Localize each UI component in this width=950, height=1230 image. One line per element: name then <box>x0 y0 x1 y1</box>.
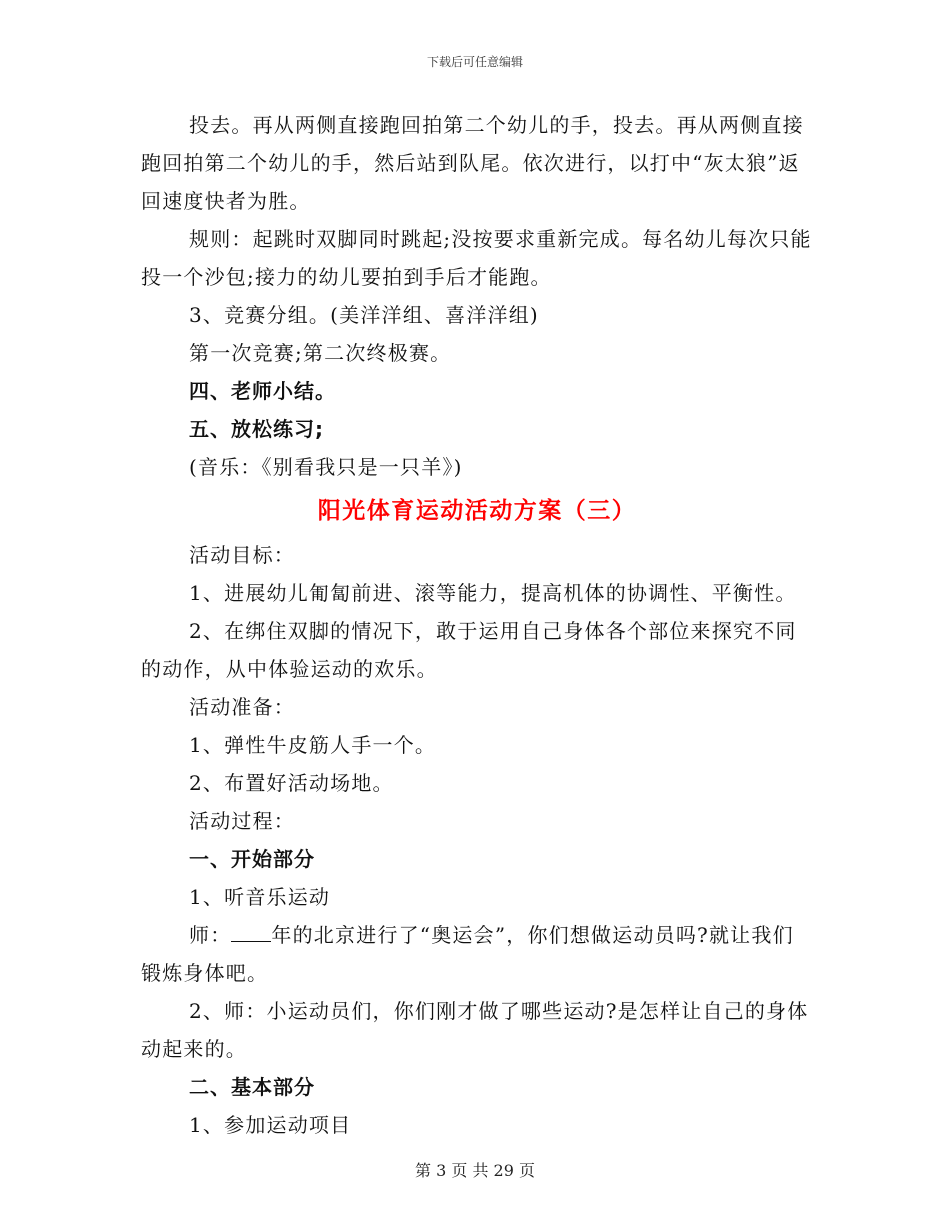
paragraph: 投去。再从两侧直接跑回拍第二个幼儿的手，投去。再从两侧直接跑回拍第二个幼儿的手，然后站到队尾。依次进行，以打中“灰太狼”返回速度快者为胜。 <box>141 113 804 213</box>
paragraph: 活动过程： <box>189 809 295 833</box>
paragraph: 2、在绑住双脚的情况下，敢于运用自己身体各个部位来探究不同的动作，从中体验运动的欢乐。 <box>141 619 797 681</box>
rules-paragraph: 规则：起跳时双脚同时跳起;没按要求重新完成。每名幼儿每次只能投一个沙包;接力的幼儿要拍到手后才能跑。 <box>141 227 812 289</box>
page-footer: 第 3 页 共 29 页 <box>415 1161 535 1180</box>
paragraph: 2、师：小运动员们，你们刚才做了哪些运动?是怎样让自己的身体动起来的。 <box>141 999 809 1061</box>
paragraph: 3、竞赛分组。(美洋洋组、喜洋洋组) <box>189 303 539 327</box>
page-header: 下载后可任意编辑 <box>426 55 523 69</box>
paragraph: 1、听音乐运动 <box>189 885 331 909</box>
paragraph: 1、弹性牛皮筋人手一个。 <box>189 733 437 757</box>
paragraph: 活动目标： <box>189 543 295 567</box>
paragraph: 1、参加运动项目 <box>189 1113 352 1137</box>
document-body <box>141 106 813 1144</box>
section-heading: 一、开始部分 <box>189 847 315 871</box>
paragraph: 第一次竞赛;第二次终极赛。 <box>189 341 452 365</box>
paragraph: 活动准备： <box>189 695 295 719</box>
section-heading: 四、老师小结。 <box>189 379 336 403</box>
fill-in-blank <box>231 925 271 942</box>
teacher-paragraph <box>141 916 813 992</box>
teacher-text: 年的北京进行了“奥运会”，你们想做运动员吗?就让我们锻炼身体吧。 <box>141 923 794 985</box>
teacher-prefix: 师： <box>189 923 232 947</box>
section-heading: 五、放松练习; <box>189 417 324 441</box>
section-title: 阳光体育运动活动方案（三） <box>317 498 637 524</box>
paragraph: 2、布置好活动场地。 <box>189 771 394 795</box>
paragraph: (音乐：《别看我只是一只羊》) <box>189 455 463 479</box>
paragraph: 1、进展幼儿匍匐前进、滚等能力，提高机体的协调性、平衡性。 <box>189 581 797 605</box>
section-heading: 二、基本部分 <box>189 1075 315 1099</box>
